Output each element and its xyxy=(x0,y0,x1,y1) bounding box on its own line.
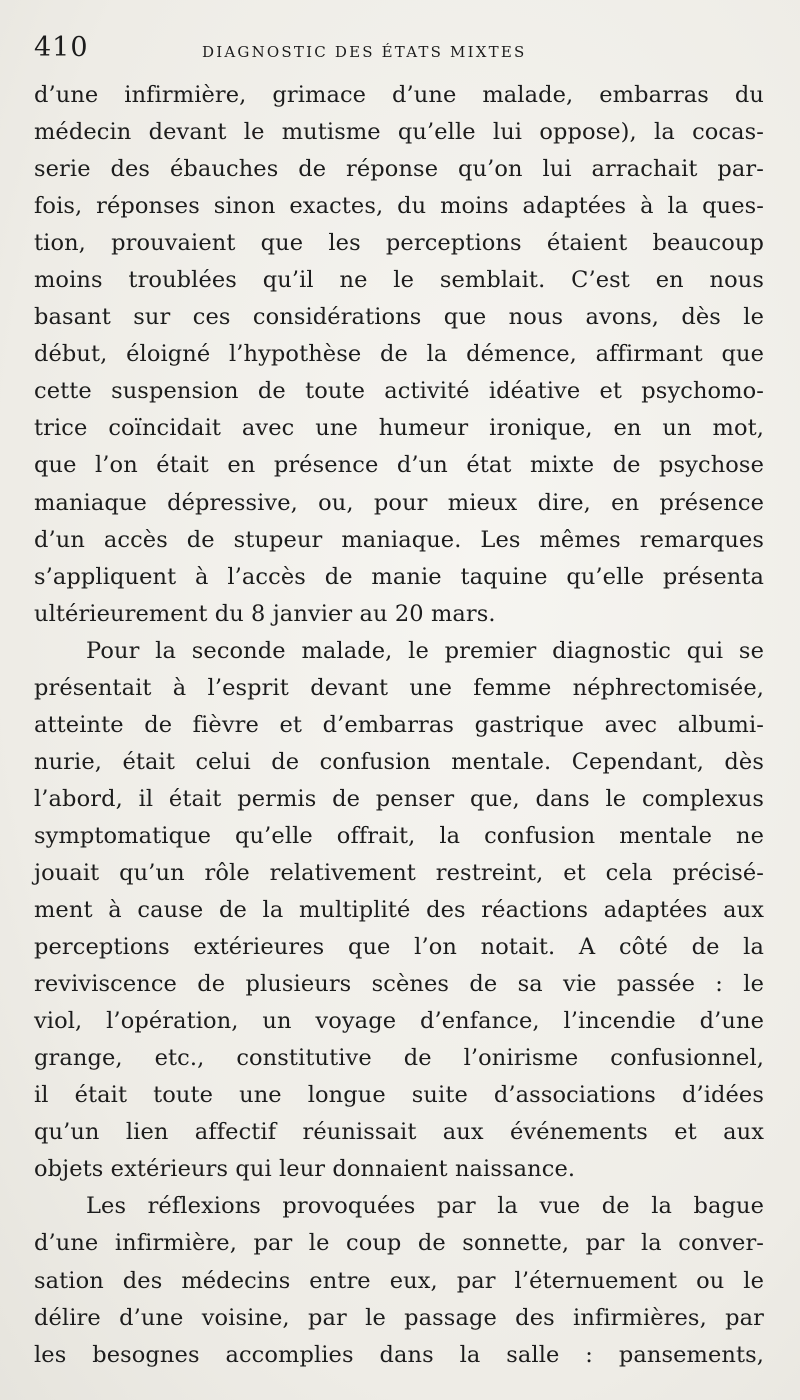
body-text xyxy=(34,77,764,1374)
text-line: objets extérieurs qui leur donnaient naissance. xyxy=(34,1156,576,1183)
text-line: symptomatique qu’elle offrait, la confusion mentale ne xyxy=(34,822,764,849)
text-line: qu’un lien affectif réunissait aux événements et aux xyxy=(34,1119,764,1146)
text-line: viol, l’opération, un voyage d’enfance, l’incendie d’une xyxy=(34,1008,764,1035)
text-line: sation des médecins entre eux, par l’éternuement ou le xyxy=(34,1267,764,1294)
text-line: fois, réponses sinon exactes, du moins adaptées à la ques- xyxy=(34,193,764,220)
text-line: d’une infirmière, grimace d’une malade, embarras du xyxy=(34,82,764,108)
text-line: reviviscence de plusieurs scènes de sa vie passée : le xyxy=(34,971,764,998)
text-line: Pour la seconde malade, le premier diagnostic qui se xyxy=(86,637,764,664)
text-line: que l’on était en présence d’un état mixte de psychose xyxy=(34,452,764,479)
text-line: basant sur ces considérations que nous avons, dès le xyxy=(34,304,764,331)
text-line: d’une infirmière, par le coup de sonnette, par la conver- xyxy=(34,1230,764,1257)
text-line: trice coïncidait avec une humeur ironique, en un mot, xyxy=(34,415,764,442)
text-line: jouait qu’un rôle relativement restreint, et cela précisé- xyxy=(34,859,764,886)
text-line: cette suspension de toute activité idéative et psychomo- xyxy=(34,378,764,405)
text-line: s’appliquent à l’accès de manie taquine qu’elle présenta xyxy=(34,563,764,590)
page-number: 410 xyxy=(34,32,89,63)
text-line: il était toute une longue suite d’associations d’idées xyxy=(34,1082,764,1109)
text-line: atteinte de fièvre et d’embarras gastrique avec albumi- xyxy=(34,711,764,738)
text-line: début, éloigné l’hypothèse de la démence, affirmant que xyxy=(34,341,764,368)
running-head xyxy=(34,32,766,72)
text-line: ultérieurement du 8 janvier au 20 mars. xyxy=(34,600,496,627)
text-line: nurie, était celui de confusion mentale. Cependant, dès xyxy=(34,748,764,775)
text-line: Les réflexions provoquées par la vue de la bague xyxy=(86,1193,764,1220)
text-line: maniaque dépressive, ou, pour mieux dire, en présence xyxy=(34,489,764,516)
text-line: présentait à l’esprit devant une femme néphrectomisée, xyxy=(34,674,764,701)
text-line: perceptions extérieures que l’on notait. A côté de la xyxy=(34,934,764,961)
text-line: tion, prouvaient que les perceptions étaient beaucoup xyxy=(34,230,764,257)
text-line: les besognes accomplies dans la salle : pansements, xyxy=(34,1341,764,1368)
text-line: délire d’une voisine, par le passage des infirmières, par xyxy=(34,1304,764,1331)
text-line: l’abord, il était permis de penser que, dans le complexus xyxy=(34,785,764,812)
text-line: d’un accès de stupeur maniaque. Les mêmes remarques xyxy=(34,526,764,553)
text-line: moins troublées qu’il ne le semblait. C’est en nous xyxy=(34,267,764,294)
text-line: grange, etc., constitutive de l’onirisme confusionnel, xyxy=(34,1045,764,1072)
text-line: serie des ébauches de réponse qu’on lui arrachait par- xyxy=(34,156,764,183)
text-line: médecin devant le mutisme qu’elle lui oppose), la cocas- xyxy=(34,119,764,146)
running-title: DIAGNOSTIC DES ÉTATS MIXTES xyxy=(202,43,527,61)
text-line: ment à cause de la multiplité des réactions adaptées aux xyxy=(34,897,764,924)
